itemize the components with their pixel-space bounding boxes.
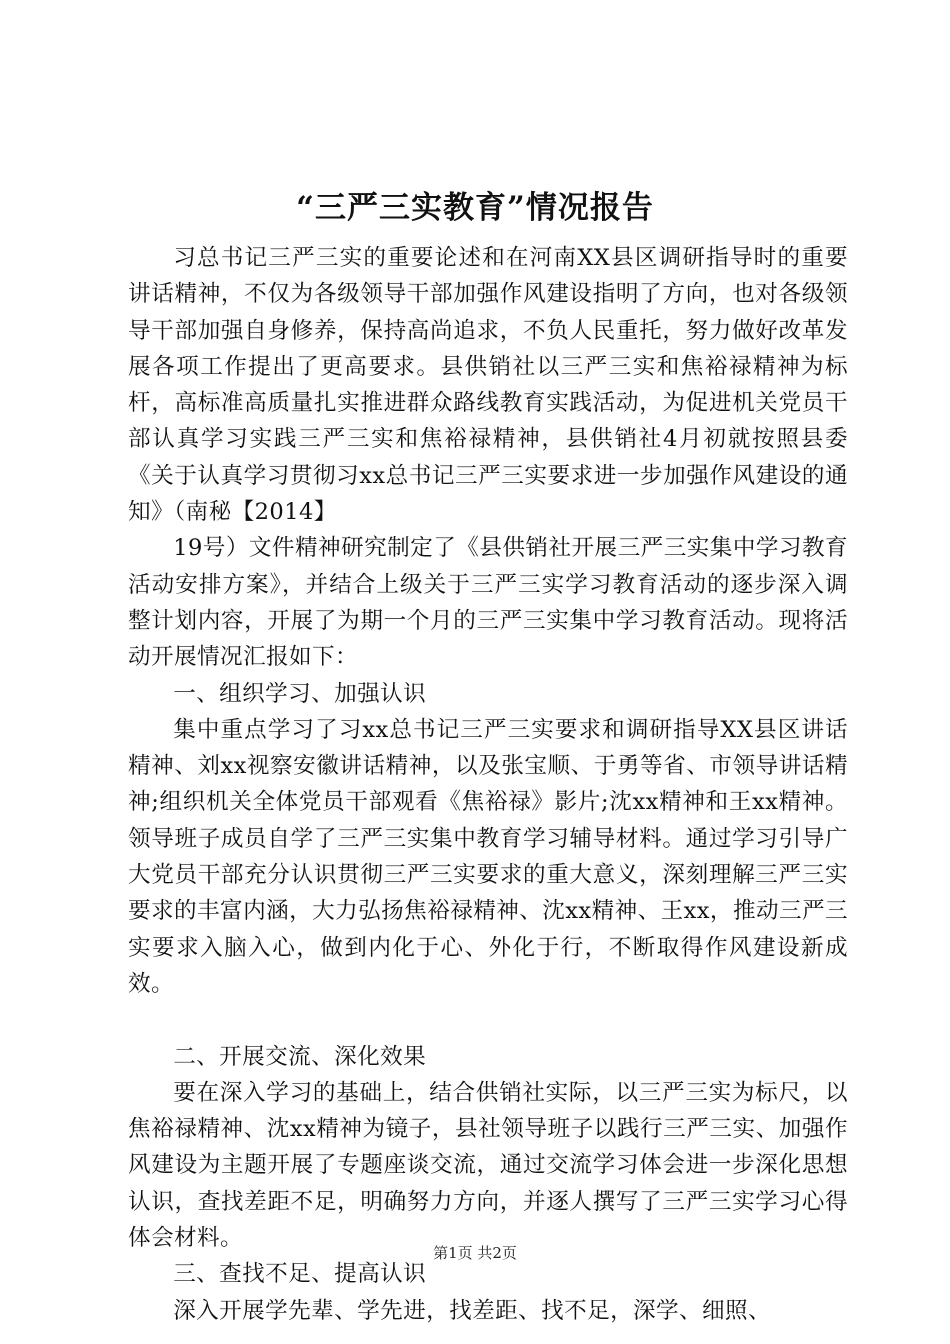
section-heading-shortcomings: 三、查找不足、提高认识: [173, 1261, 427, 1288]
document-title: “三严三实教育”情况报告: [296, 190, 654, 226]
document-body: [128, 240, 848, 1329]
section-heading-exchange: 二、开展交流、深化效果: [173, 1043, 427, 1070]
section-heading-study: 一、组织学习、加强认识: [173, 680, 427, 707]
exchange-paragraph: 要在深入学习的基础上，结合供销社实际，以三严三实为标尺，以焦裕禄精神、沈xx精神为镜子，县社领导班子以践行三严三实、加强作风建设为主题开展了专题座谈交流，通过交流学习体会进一步深化思想认识，查找差距不足，明确努力方向，并逐人撰写了三严三实学习心得体会材料。: [128, 1079, 848, 1252]
study-paragraph: 集中重点学习了习xx总书记三严三实要求和调研指导XX县区讲话精神、刘xx视察安徽讲话精神，以及张宝顺、于勇等省、市领导讲话精神;组织机关全体党员干部观看《焦裕禄》影片;沈xx精神和王xx精神。领导班子成员自学了三严三实集中教育学习辅导材料。通过学习引导广大党员干部充分认识贯彻三严三实要求的重大意义，深刻理解三严三实要求的丰富内涵，大力弘扬焦裕禄精神、沈xx精神、王xx，推动三严三实要求入脑入心，做到内化于心、外化于行，不断取得作风建设新成效。: [128, 716, 848, 997]
shortcomings-paragraph: 深入开展学先辈、学先进，找差距、找不足，深学、细照、: [173, 1297, 772, 1324]
page-footer: 第1页 共2页: [433, 1244, 517, 1262]
plan-paragraph: 19号）文件精神研究制定了《县供销社开展三严三实集中学习教育活动安排方案》，并结合上级关于三严三实学习教育活动的逐步深入调整计划内容，开展了为期一个月的三严三实集中学习教育活动。现将活动开展情况汇报如下：: [128, 535, 848, 671]
paragraph-spacer: [128, 1002, 848, 1038]
intro-paragraph: 习总书记三严三实的重要论述和在河南XX县区调研指导时的重要讲话精神，不仅为各级领导干部加强作风建设指明了方向，也对各级领导干部加强自身修养，保持高尚追求，不负人民重托，努力做好改革发展各项工作提出了更高要求。县供销社以三严三实和焦裕禄精神为标杆，高标准高质量扎实推进群众路线教育实践活动，为促进机关党员干部认真学习实践三严三实和焦裕禄精神，县供销社4月初就按照县委《关于认真学习贯彻习xx总书记三严三实要求进一步加强作风建设的通知》（南秘【2014】: [128, 245, 848, 526]
